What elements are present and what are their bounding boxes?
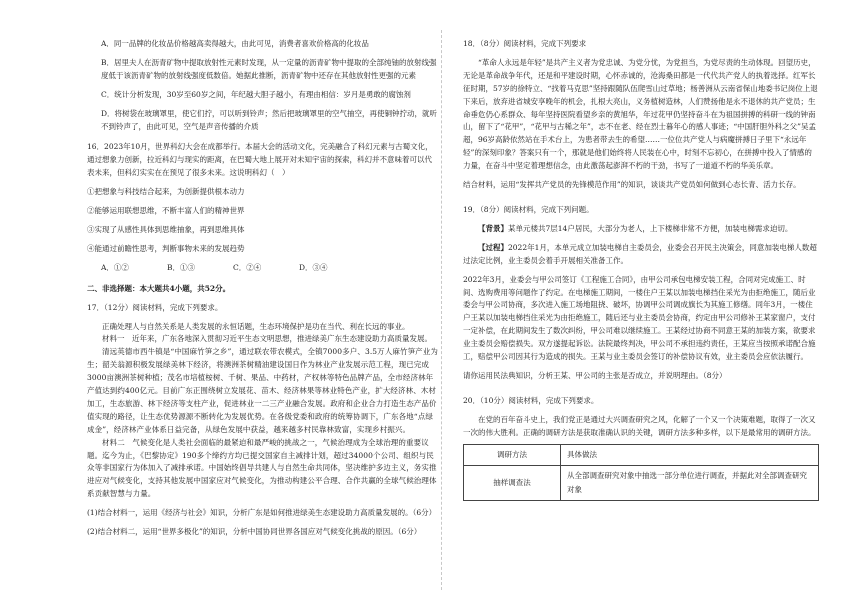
q15-option-a: A．同一品牌的化妆品价格越高卖得越大，由此可见，消费者喜欢价格高的化妆品: [101, 39, 369, 48]
q16-choice-d: D．③④: [299, 262, 328, 272]
q16-stem: 16．2023年10月，世界科幻大会在成都举行。本届大会的活动文化，完美融合了科幻元素与古蜀文化，通过想象力创新，拉近科幻与现实的距离，在巴蜀大地上展开对未知宇宙的探索，科幻并不意味着可以代表未来，但科幻实实在在预见了很多未来。这说明科幻（ ）: [87, 142, 433, 178]
q19-background-tag: 【背景】: [478, 223, 508, 233]
table-cell-method: 抽样调查法: [464, 465, 561, 500]
q17-material-1-intro: 材料一 近年来，广东各地深入贯彻习近平生态文明思想，推进绿美广东生态建设助力高质量发展。: [102, 334, 432, 344]
q19-process: [463, 242, 819, 268]
q17-material-2: 材料二 气候变化是人类社会面临的最紧迫和最严峻的挑战之一，气候治理成为全球治理的重要议题。迄今为止，《巴黎协定》190多个缔约方均已提交国家自主减排计划，超过34000个公司、组织与民众等非国家行为体加入了减排承诺。中国始终倡导共建人与自然生命共同体，坚决维护多边主义，务实推进应对气候变化，支持其他发展中国家应对气候变化，为推动构建公平合理、合作共赢的全球气候治理体系贡献智慧与力量。: [87, 437, 437, 499]
q16-item-3: ③实现了从感性具体到思维抽象，再到思维具体: [87, 224, 245, 234]
table-header-method: 调研方法: [464, 444, 561, 465]
q19-heading: 19．（8分）阅读材料，完成下列问题。: [463, 204, 594, 214]
q16-item-4: ④能通过前瞻性思考，判断事物未来的发展趋势: [87, 243, 245, 253]
q18-task: 结合材料，运用“发挥共产党员的先锋模范作用”的知识，谈谈共产党员如何做到心态长青、活力长存。: [463, 180, 801, 190]
q19-process-text-1: 2022年1月，本单元成立加装电梯自主委员会，业委会召开民主决策会，同意加装电梯人数超过法定比例，业主委员会着手开展相关准备工作。: [463, 242, 817, 265]
q16-item-2: ②能够运用联想思维，不断丰富人们的精神世界: [87, 206, 245, 216]
q19-task: 请你运用民法典知识，分析王某、甲公司的主张是否成立，并说明理由。（8分）: [463, 370, 727, 380]
left-column: [87, 38, 439, 539]
q17-intro: 正确处理人与自然关系是人类发展的永恒话题，生态环境保护是功在当代、利在长远的事业。: [102, 321, 410, 331]
q16-choice-c: C．②④: [233, 262, 262, 272]
q19-process-tag: 【过程】: [478, 242, 508, 252]
q20-heading: 20．（10分）阅读材料，完成下列要求。: [463, 395, 599, 405]
q15-option-c: C．统计分析发现，30岁至60岁之间，年纪越大胆子越小，有理由相信：岁月是勇敢的腐蚀剂: [101, 89, 411, 99]
column-divider: [441, 30, 442, 590]
table-cell-practice: 从全部调查研究对象中抽选一部分单位进行调查，并据此对全部调查研究对象: [561, 465, 819, 500]
q16-item-1: ①把想象与科技结合起来，为创新提供根本动力: [87, 187, 245, 197]
q16-choices: [87, 262, 439, 275]
q19-background-text: 某单元楼共7层14户居民，大部分为老人，上下楼梯非常不方便，加装电梯需求迫切。: [508, 223, 793, 233]
q15-option-d: D．将树袋在玻璃罩里，使它们拧，可以听到铃声；然后把玻璃罩里的空气抽空，再使铜钟拧动，就听不到铃声了，由此可见，空气是声音传播的介质: [101, 108, 438, 131]
q20-material: 在党的百年奋斗史上，我们党正是通过大兴调查研究之风，化解了一个又一个决策难题，取得了一次又一次的伟大胜利。正确的调研方法是获取准确认识的关键，调研方法多种多样，以下是最常用的调研方法。: [463, 414, 816, 437]
right-column: [463, 38, 819, 501]
q17-sub-question-1: (1)结合材料一，运用《经济与社会》知识，分析广东是如何推进绿美生态建设助力高质量发展的。（6分）: [87, 508, 437, 518]
q17-sub-question-2: (2)结合材料二，运用“世界多极化”的知识，分析中国协同世界各国应对气候变化挑战的原因。（6分）: [87, 527, 422, 537]
q17-material-1-body: 清远英德市西牛镇是“中国麻竹笋之乡”，通过联农带农模式，全镇7000多户、3.5万人麻竹笋产业为生；韶关翁源积极发展绿美林下经济，将澳洲茶树精油建设国日作为林业产业发展示范工程，现已完成3000亩澳洲茶树种植；茂名市培植桉树、千树、果品、中药材，产权林等特色品牌产品，全市经济林年产值达到约400亿元。目前广东正围绕树立发展花、苗木、经济林果等林业特色产业，扩大经济林、木材加工，生态旅游、林下经济等支柱产业，促进林业一二三产业融合发展。政府和企业合力打造生态产品价值实现的路径，让生态优势源源不断转化为发展优势。在各级党委和政府的统筹协调下，广东各地“点绿成金”，经济林产业体系日益完备，从绿色发展中获益，越来越多村民靠林致富，实现乡村振兴。: [87, 347, 438, 434]
section-title: 二、非选择题：本大题共4小题，共52分。: [87, 283, 231, 293]
table-header-row: [464, 444, 819, 465]
q15-option-b: B．居里夫人在沥青矿物中提取放射性元素时发现，从一定量的沥青矿物中提取的全部纯铀的放射线强度低于该沥青矿物的放射线强度低数倍。她据此推断，沥青矿物中还存在其他放射性更强的元素: [101, 57, 437, 80]
table-header-practice: 具体做法: [561, 444, 819, 465]
q17-heading: 17．（12分）阅读材料，完成下列要求。: [87, 302, 223, 312]
q20-method-table: [463, 444, 819, 501]
q16-choice-a: A．①②: [101, 262, 129, 272]
q16-choice-b: B．①③: [167, 262, 196, 272]
q18-heading: 18．（8分）阅读材料，完成下列要求: [463, 39, 587, 48]
q18-material: “革命人永远是年轻”是共产主义者为党忠诚、为党分忧，为党担当，为党尽责的生动体现。回望历史，无论是革命战争年代，还是和平建设时期，心怀赤诚的，沧海桑田都是一代代共产党人的执着选择。红军长征时期，57岁的徐特立、“找着马克思”坚持跟随队伍爬雪山过草地；杨善洲从云南省保山地委书记岗位上退下来后，放弃进省城安享晚年的机会，扎根大亮山，义务植树造林，人们赞扬他是永不退休的共产党员；生命垂危仍心系群众、每年坚持医院看望乡亲的黄旭华，年过花甲仍坚持奋斗在为祖国拼搏的科研一线的钟南山，留下了“花甲”，“花甲与古稀之年”，志不在老、经在烈士暮年心的感人事迹；“中国肝胆外科之父”吴孟超，96岁高龄依然站在手术台上，为患者带去生的希望……一位位共产党人与病魔拼搏日子里下“永远年轻”的深刻印象？答案只有一个，那就是他们始终将人民装在心中，时刻不忘初心，在拼搏中投入了情感的力量，在奋斗中坚定着理想信念，由此激荡起澎湃不朽的干劲，书写了一道道不朽的华美乐章。: [463, 57, 818, 171]
q19-process-2: 2022年3月，业委会与甲公司签订《工程施工合同》，由甲公司承包电梯安装工程，合同对完成施工、时间、选购费用等问题作了约定。在电梯施工期间，一楼住户王某以加装电梯挡住采光为由拒绝施工，随后业委会与甲公司协商，多次进入施工场地阻挠、破坏，协调甲公司调成旗长为其施工修缮。同年3月，一楼住户王某以加装电梯挡住采光为由拒绝施工，随后还与业主委员会协商，约定由甲公司修补王某家窗户，支付一定补偿，在此期间发生了数次纠纷，甲公司难以继续施工。王某经过协商不同意王某的加装方案，欲要求业主委员会赔偿损失。双方遂提起诉讼。法院最终判决，甲公司不承担违约责任，王某应当按照承诺配合施工，赔偿甲公司因其行为造成的损失。王某与业主委员会签订的补偿协议有效，业主委员会应依法履行。: [463, 274, 816, 362]
q19-background: [463, 223, 819, 236]
table-row: [464, 465, 819, 500]
